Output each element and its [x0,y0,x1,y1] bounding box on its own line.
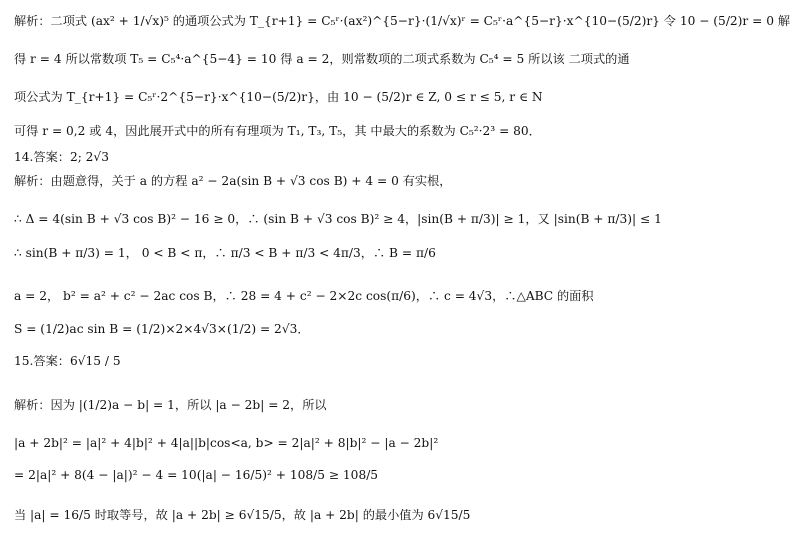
line-13: |a + 2b|² = |a|² + 4|b|² + 4|a||b|cos<a, b> = 2|a|² + 8|b|² − |a − 2b|² [14,436,439,450]
line-8: ∴ sin(B + π/3) = 1， 0 < B < π，∴ π/3 < B + π/3 < 4π/3，∴ B = π/6 [14,246,436,260]
line-10: S = (1/2)ac sin B = (1/2)×2×4√3×(1/2) = 2√3． [14,322,310,336]
answer-14-heading: 14.答案：2; 2√3 [14,150,109,164]
line-12: 解析：因为 |(1/2)a − b| = 1，所以 |a − 2b| = 2，所以 [14,398,327,412]
line-6: 解析：由题意得，关于 a 的方程 a² − 2a(sin B + √3 cos B) + 4 = 0 有实根， [14,174,452,188]
line-1: 解析：二项式 (ax² + 1/√x)⁵ 的通项公式为 T_{r+1} = C₅ʳ·(ax²)^{5−r}·(1/√x)ʳ = C₅ʳ·a^{5−r}·x^{10−(5/2)r} 令 10 − (5/2)r = 0 解 [14,14,790,28]
line-14: = 2|a|² + 8(4 − |a|)² − 4 = 10(|a| − 16/5)² + 108/5 ≥ 108/5 [14,468,379,482]
line-7: ∴ Δ = 4(sin B + √3 cos B)² − 16 ≥ 0，∴ (sin B + √3 cos B)² ≥ 4，|sin(B + π/3)| ≥ 1，又 |sin(B + π/3)| ≤ 1 [14,212,662,226]
line-4: 可得 r = 0,2 或 4，因此展开式中的所有有理项为 T₁, T₃, T₅，其 中最大的系数为 C₅²·2³ = 80． [14,124,541,138]
line-9: a = 2， b² = a² + c² − 2ac cos B，∴ 28 = 4 + c² − 2×2c cos(π/6)，∴ c = 4√3，∴△ABC 的面积 [14,289,594,303]
line-15: 当 |a| = 16/5 时取等号，故 |a + 2b| ≥ 6√15/5，故 |a + 2b| 的最小值为 6√15/5 [14,508,471,522]
line-2: 得 r = 4 所以常数项 T₅ = C₅⁴·a^{5−4} = 10 得 a = 2，则常数项的二项式系数为 C₅⁴ = 5 所以该 二项式的通 [14,52,630,66]
line-3: 项公式为 T_{r+1} = C₅ʳ·2^{5−r}·x^{10−(5/2)r}，由 10 − (5/2)r ∈ Z, 0 ≤ r ≤ 5, r ∈ N [14,90,543,104]
answer-15-heading: 15.答案：6√15 / 5 [14,354,121,368]
